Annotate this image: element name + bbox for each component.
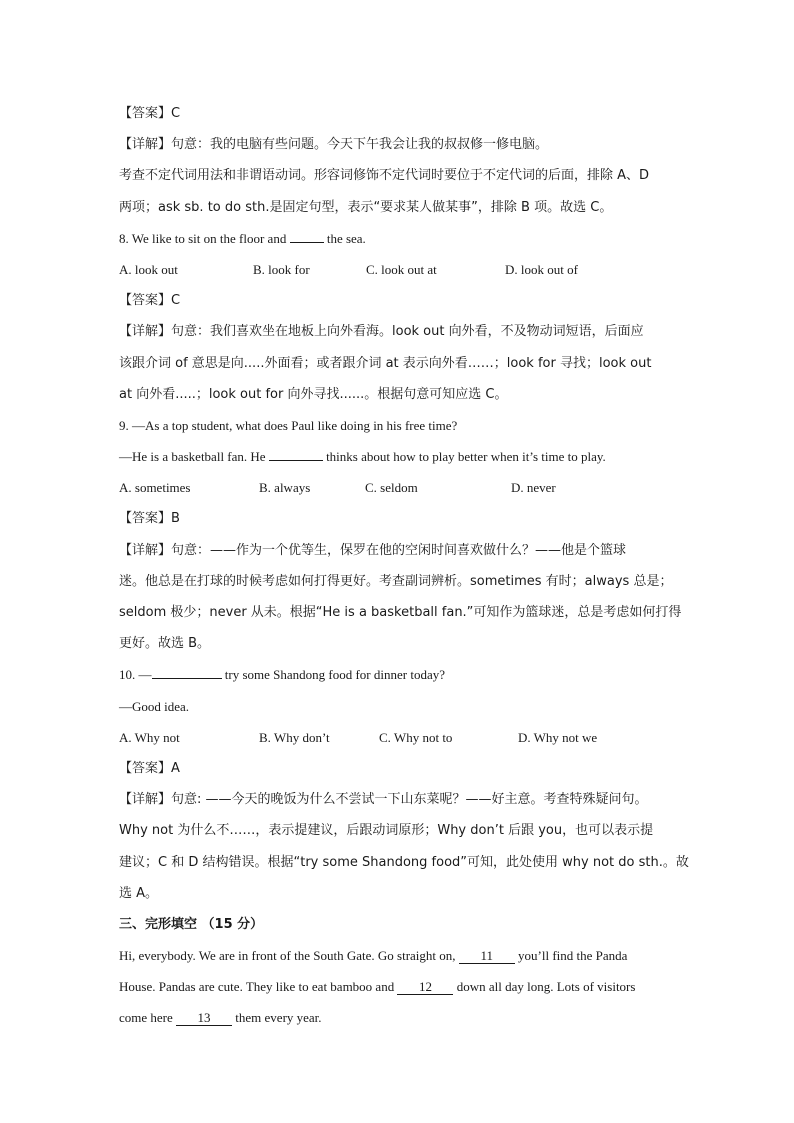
cloze-line-3-end: them every year. — [235, 1010, 322, 1026]
cloze-line-1 — [119, 940, 699, 971]
q7-explain-line-1: 考查不定代词用法和非谓语动词。形容词修饰不定代词时要位于不定代词的后面，排除 A、D — [119, 168, 650, 184]
q9-option-d: D. never — [511, 480, 556, 496]
q10-options — [119, 722, 699, 753]
q8-stem — [119, 223, 699, 254]
q10-stem-2: —Good idea. — [119, 698, 190, 714]
q8-detail-line-1: 【详解】句意：我们喜欢坐在地板上向外看海。look out 向外看，不及物动词短语，后面应 — [119, 324, 644, 340]
q9-blank — [269, 446, 323, 461]
cloze-line-2-start: House. Pandas are cute. They like to eat bamboo and — [119, 979, 395, 995]
q9-detail-line-3: seldom 极少；never 从未。根据“He is a basketball fan.”可知作为篮球迷，总是考虑如何打得 — [119, 605, 682, 620]
q9-option-c: C. seldom — [365, 480, 418, 496]
cloze-line-2-end: down all day long. Lots of visitors — [456, 979, 636, 995]
q7-detail: 【详解】句意：我的电脑有些问题。今天下午我会让我的叔叔修一修电脑。 — [119, 137, 549, 153]
q9-answer: 【答案】B — [119, 511, 180, 527]
q8-answer: 【答案】C — [119, 293, 181, 309]
q10-stem-1-end: try some Shandong food for dinner today? — [224, 667, 445, 683]
cloze-line-3-start: come here — [119, 1010, 173, 1026]
q9-stem-1: 9. —As a top student, what does Paul like doing in his free time? — [119, 417, 458, 433]
q10-stem-1-start: 10. — — [119, 667, 152, 683]
q10-option-d: D. Why not we — [518, 729, 598, 745]
q7-explain-line-2: 两项；ask sb. to do sth.是固定句型，表示“要求某人做某事”，排除 B 项。故选 C。 — [119, 199, 613, 215]
cloze-line-3 — [119, 1002, 699, 1033]
q10-answer: 【答案】A — [119, 760, 180, 776]
cloze-blank-12: 12 — [397, 980, 453, 995]
q8-option-b: B. look for — [253, 261, 310, 277]
q9-stem-2-start: —He is a basketball fan. He — [119, 449, 266, 465]
q7-answer: 【答案】C — [119, 106, 181, 121]
cloze-line-1-end: you’ll find the Panda — [518, 948, 628, 964]
q10-option-c: C. Why not to — [379, 729, 453, 745]
q9-stem-2-end: thinks about how to play better when it’s time to play. — [326, 449, 606, 465]
q8-option-a: A. look out — [119, 261, 178, 277]
q8-option-c: C. look out at — [366, 261, 437, 277]
q10-detail-line-3: 建议；C 和 D 结构错误。根据“try some Shandong food”可知，此处使用 why not do sth.。故 — [119, 854, 689, 870]
section-heading: 三、完形填空 （15 分） — [119, 916, 264, 932]
q8-blank — [290, 228, 324, 243]
document-page — [119, 98, 699, 1034]
q10-detail-line-4: 选 A。 — [119, 885, 159, 901]
cloze-blank-11: 11 — [459, 949, 515, 964]
q9-stem-2 — [119, 441, 699, 472]
q10-option-b: B. Why don’t — [259, 729, 330, 745]
q9-detail-line-4: 更好。故选 B。 — [119, 636, 211, 652]
q9-options — [119, 472, 699, 503]
cloze-blank-13: 13 — [176, 1011, 232, 1026]
q9-detail-line-1: 【详解】句意：——作为一个优等生，保罗在他的空闲时间喜欢做什么？——他是个篮球 — [119, 542, 627, 558]
q10-blank — [152, 664, 222, 679]
q8-stem-start: 8. We like to sit on the floor and — [119, 230, 287, 246]
q10-detail-line-2: Why not 为什么不……，表示提建议，后跟动词原形；Why don’t 后跟 you，也可以表示提 — [119, 823, 654, 839]
q10-stem-1 — [119, 659, 699, 690]
q9-detail-line-2: 迷。他总是在打球的时候考虑如何打得更好。考查副词辨析。sometimes 有时；always 总是； — [119, 573, 673, 589]
cloze-line-2 — [119, 971, 699, 1002]
q8-detail-line-2: 该跟介词 of 意思是向.....外面看；或者跟介词 at 表示向外看……；look for 寻找；look out — [119, 355, 652, 371]
q10-option-a: A. Why not — [119, 729, 180, 745]
q8-detail-line-3: at 向外看.....；look out for 向外寻找......。根据句意可知应选 C。 — [119, 386, 508, 402]
q8-stem-end: the sea. — [326, 230, 366, 246]
q8-options — [119, 254, 699, 285]
q10-detail-line-1: 【详解】句意: ——今天的晚饭为什么不尝试一下山东菜呢？——好主意。考查特殊疑问句。 — [119, 792, 648, 808]
cloze-line-1-start: Hi, everybody. We are in front of the South Gate. Go straight on, — [119, 948, 456, 964]
q8-option-d: D. look out of — [505, 261, 578, 277]
q9-option-b: B. always — [259, 480, 311, 496]
q9-option-a: A. sometimes — [119, 480, 191, 496]
